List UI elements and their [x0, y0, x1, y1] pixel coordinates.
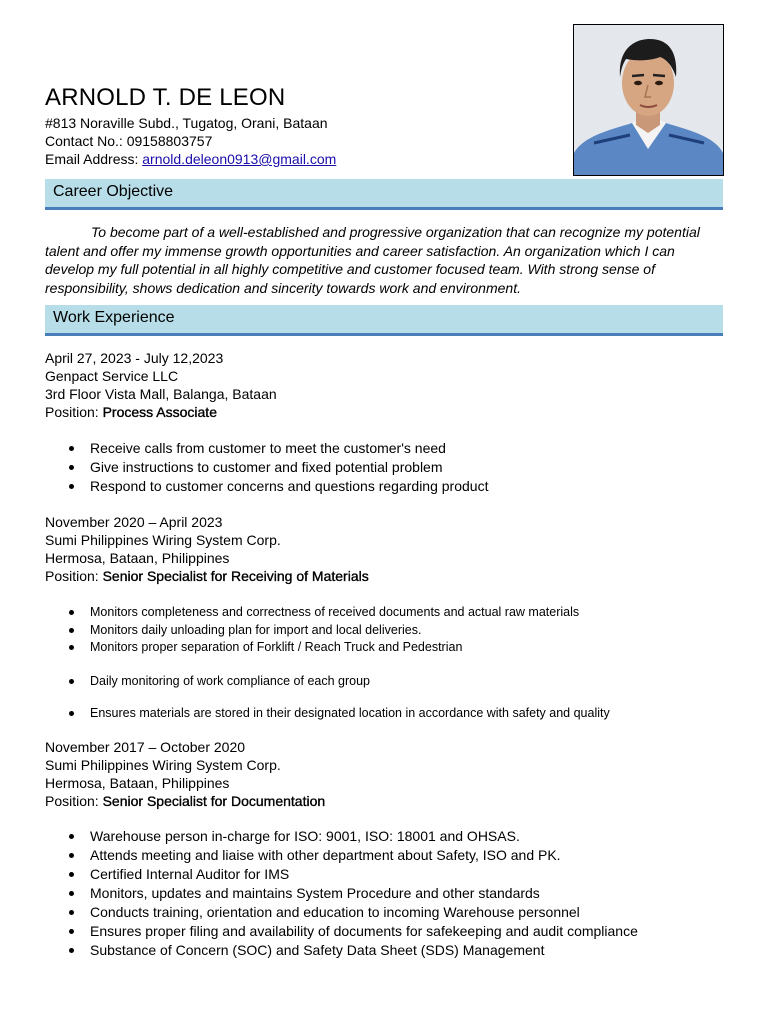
- job-position: Senior Specialist for Receiving of Materials: [102, 568, 369, 584]
- duty-text: Ensures proper filing and availability of documents for safekeeping and audit compliance: [90, 923, 638, 939]
- address: #813 Noraville Subd., Tugatog, Orani, Bataan: [45, 115, 328, 131]
- bullet-icon: [69, 910, 74, 915]
- bullet-icon: [69, 872, 74, 877]
- list-item: [45, 865, 638, 884]
- career-objective-header: [45, 179, 723, 210]
- job-company: Sumi Philippines Wiring System Corp.: [45, 757, 281, 773]
- bullet-icon: [69, 679, 74, 684]
- contact-number: Contact No.: 09158803757: [45, 133, 213, 149]
- duty-text: Receive calls from customer to meet the customer's need: [90, 440, 446, 456]
- duty-text: Monitors proper separation of Forklift / Reach Truck and Pedestrian: [90, 640, 463, 654]
- duty-text: Ensures materials are stored in their designated location in accordance with safety and quality: [90, 706, 610, 720]
- bullet-icon: [69, 711, 74, 716]
- career-objective-title: Career Objective: [53, 183, 174, 200]
- duty-text: Substance of Concern (SOC) and Safety Data Sheet (SDS) Management: [90, 942, 545, 958]
- bullet-icon: [69, 929, 74, 934]
- job-entry-2: [45, 513, 369, 585]
- email-label: Email Address:: [45, 151, 143, 167]
- job-company: Genpact Service LLC: [45, 368, 179, 384]
- bullet-icon: [69, 446, 74, 451]
- bullet-icon: [69, 853, 74, 858]
- duty-text: Monitors daily unloading plan for import and local deliveries.: [90, 622, 422, 637]
- list-item: [45, 604, 579, 622]
- job-location: 3rd Floor Vista Mall, Balanga, Bataan: [45, 386, 277, 402]
- list-item: [45, 458, 488, 477]
- job-dates: November 2017 – October 2020: [45, 739, 246, 755]
- bullet-icon: [69, 484, 74, 489]
- email-link[interactable]: arnold.deleon0913@gmail.com: [142, 151, 337, 167]
- job-position: Senior Specialist for Documentation: [102, 793, 326, 809]
- career-objective-text-block: [45, 223, 725, 297]
- job-entry-1: [45, 349, 277, 421]
- job-location: Hermosa, Bataan, Philippines: [45, 775, 230, 791]
- duty-text: Conducts training, orientation and education to incoming Warehouse personnel: [90, 904, 580, 920]
- job-position-line: [45, 792, 325, 810]
- job-2-duties-extra-1: [45, 673, 370, 691]
- career-objective-text: To become part of a well-established and progressive organization that can recognize my potential talent and offer my immense growth opportunities and career satisfaction. An organization which I can develop my full potential in all highly competitive and customer focused team. With strong sense of responsibility, shows dedication and sincerity towards work and environment.: [45, 224, 700, 296]
- position-label: Position:: [45, 568, 103, 584]
- job-position-line: [45, 403, 277, 421]
- list-item: [45, 705, 610, 723]
- job-2-duties: [45, 604, 579, 657]
- duty-text: Certified Internal Auditor for IMS: [90, 866, 290, 882]
- duty-text: Attends meeting and liaise with other department about Safety, ISO and PK.: [90, 847, 561, 863]
- list-item: [45, 884, 638, 903]
- list-item: [45, 827, 638, 846]
- duty-text: Warehouse person in-charge for ISO: 9001, ISO: 18001 and OHSAS.: [90, 828, 520, 844]
- job-dates: November 2020 – April 2023: [45, 514, 223, 530]
- email-line: [45, 150, 336, 168]
- list-item: [45, 673, 370, 691]
- contact-block: [45, 114, 336, 168]
- bullet-icon: [69, 628, 74, 633]
- job-company: Sumi Philippines Wiring System Corp.: [45, 532, 281, 548]
- profile-photo: [573, 24, 724, 176]
- position-label: Position:: [45, 404, 103, 420]
- applicant-name: ARNOLD T. DE LEON: [45, 84, 286, 111]
- bullet-icon: [69, 891, 74, 896]
- job-entry-3: [45, 738, 325, 810]
- list-item: [45, 439, 488, 458]
- bullet-icon: [69, 645, 74, 650]
- duty-text: Give instructions to customer and fixed potential problem: [90, 459, 443, 475]
- job-3-duties: [45, 827, 638, 960]
- list-item: [45, 639, 579, 657]
- job-dates: April 27, 2023 - July 12,2023: [45, 350, 224, 366]
- duty-text: Monitors, updates and maintains System Procedure and other standards: [90, 885, 540, 901]
- job-1-duties: [45, 439, 488, 496]
- list-item: [45, 477, 488, 496]
- list-item: [45, 922, 638, 941]
- duty-text: Monitors completeness and correctness of received documents and actual raw materials: [90, 605, 580, 619]
- job-position-line: [45, 567, 369, 585]
- list-item: [45, 903, 638, 922]
- job-2-duties-extra-2: [45, 705, 610, 723]
- list-item: [45, 941, 638, 960]
- bullet-icon: [69, 610, 74, 615]
- bullet-icon: [69, 465, 74, 470]
- work-experience-header: [45, 305, 723, 336]
- position-label: Position:: [45, 793, 103, 809]
- duty-text: Daily monitoring of work compliance of each group: [90, 674, 370, 688]
- bullet-icon: [69, 948, 74, 953]
- list-item: [45, 622, 579, 640]
- bullet-icon: [69, 834, 74, 839]
- job-position: Process Associate: [102, 404, 217, 420]
- duty-text: Respond to customer concerns and questions regarding product: [90, 478, 489, 494]
- job-location: Hermosa, Bataan, Philippines: [45, 550, 230, 566]
- list-item: [45, 846, 638, 865]
- work-experience-title: Work Experience: [53, 309, 175, 326]
